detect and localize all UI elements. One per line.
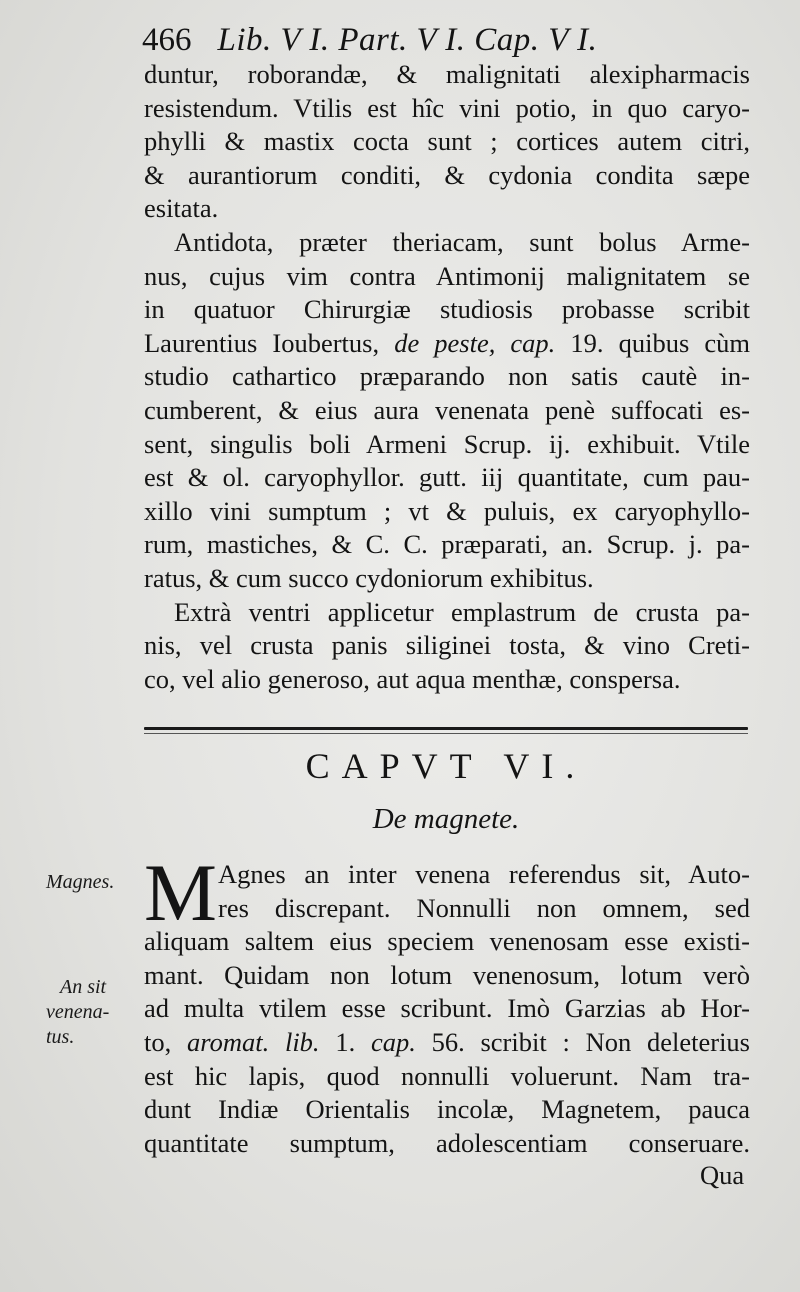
ornamental-rule (144, 727, 748, 730)
text-line: nis, vel crusta panis siliginei tosta, & vino Creti- (144, 630, 750, 661)
text-line: esitata. (144, 193, 219, 224)
citation-work: aromat. lib. (187, 1026, 320, 1057)
margin-note-line: tus. (46, 1026, 75, 1048)
margin-note-line: An sit (60, 976, 107, 998)
page-header (142, 22, 762, 58)
text-line: xillo vini sumptum ; vt & puluis, ex caryophyllo- (144, 495, 750, 526)
text-block-chapter (144, 847, 750, 1160)
ornamental-rule-thin (144, 733, 748, 734)
text-line: quantitate sumptum, adolescentiam conseruare. (144, 1127, 750, 1158)
text-line-citation (144, 1026, 750, 1060)
text-line: co, vel alio generoso, aut aqua menthæ, conspersa. (144, 663, 681, 694)
paragraph-2 (144, 226, 750, 596)
paragraph-3 (144, 596, 750, 697)
text-line: phylli & mastix cocta sunt ; cortices autem citri, (144, 126, 750, 157)
citation-mid: 1. (319, 1026, 371, 1057)
chapter-subtitle: De magnete. (372, 803, 520, 835)
text-line: dunt Indiæ Orientalis incolæ, Magnetem, pauca (144, 1094, 750, 1125)
text-line: est & ol. caryophyllor. gutt. iij quantitate, cum pau- (144, 462, 750, 493)
text-line: ad multa vtilem esse scribunt. Imò Garzias ab Hor- (144, 993, 750, 1024)
text-line: res discrepant. Nonnulli non omnem, sed (218, 892, 750, 923)
text-line: ratus, & cum succo cydoniorum exhibitus. (144, 562, 594, 593)
text-line: sent, singulis boli Armeni Scrup. ij. exhibuit. Vtile (144, 428, 750, 459)
text-line: duntur, roborandæ, & malignitati alexipharmacis (144, 59, 750, 89)
catchword: Qua (700, 1160, 745, 1190)
drop-capital: M (144, 847, 217, 938)
citation-title: de peste, cap. (394, 327, 556, 358)
page-number: 466 (142, 22, 192, 58)
text-line: rum, mastiches, & C. C. præparati, an. Scrup. j. pa- (144, 529, 750, 560)
text-line: est hic lapis, quod nonnulli voluerunt. Nam tra- (144, 1060, 750, 1091)
text-line: in quatuor Chirurgiæ studiosis probasse scribit (144, 294, 750, 325)
margin-note-line: venena- (46, 1001, 110, 1023)
citation-author: Laurentius Ioubertus, (144, 327, 395, 358)
text-line: cumberent, & eius aura venenata penè suffocati es- (144, 394, 750, 425)
text-line: Extrà ventri applicetur emplastrum de crusta pa- (174, 596, 750, 627)
text-line: mant. Quidam non lotum venenosum, lotum verò (144, 959, 750, 990)
citation-rest: 19. quibus cùm (555, 327, 750, 358)
text-line-citation (144, 327, 750, 361)
citation-pre: to, (144, 1026, 187, 1057)
text-line: Agnes an inter venena referendus sit, Auto- (218, 859, 750, 889)
margin-note-magnes: Magnes. (46, 871, 115, 893)
text-line: aliquam saltem eius speciem venenosam esse existi- (144, 926, 750, 957)
text-line: & aurantiorum conditi, & cydonia condita sæpe (144, 159, 750, 190)
chapter-heading: CAPVT VI. (305, 746, 587, 786)
paragraph-1 (144, 58, 750, 226)
text-block-top (144, 58, 750, 696)
text-line: nus, cujus vim contra Antimonij malignitatem se (144, 260, 750, 291)
text-line: studio cathartico præparando non satis cautè in- (144, 361, 750, 392)
text-line: resistendum. Vtilis est hîc vini potio, in quo caryo- (144, 92, 750, 123)
running-title: Lib. V I. Part. V I. Cap. V I. (217, 22, 598, 58)
citation-cap: cap. (370, 1026, 416, 1057)
citation-post: 56. scribit : Non deleterius (415, 1026, 750, 1057)
text-line: Antidota, præter theriacam, sunt bolus Arme- (174, 226, 750, 257)
